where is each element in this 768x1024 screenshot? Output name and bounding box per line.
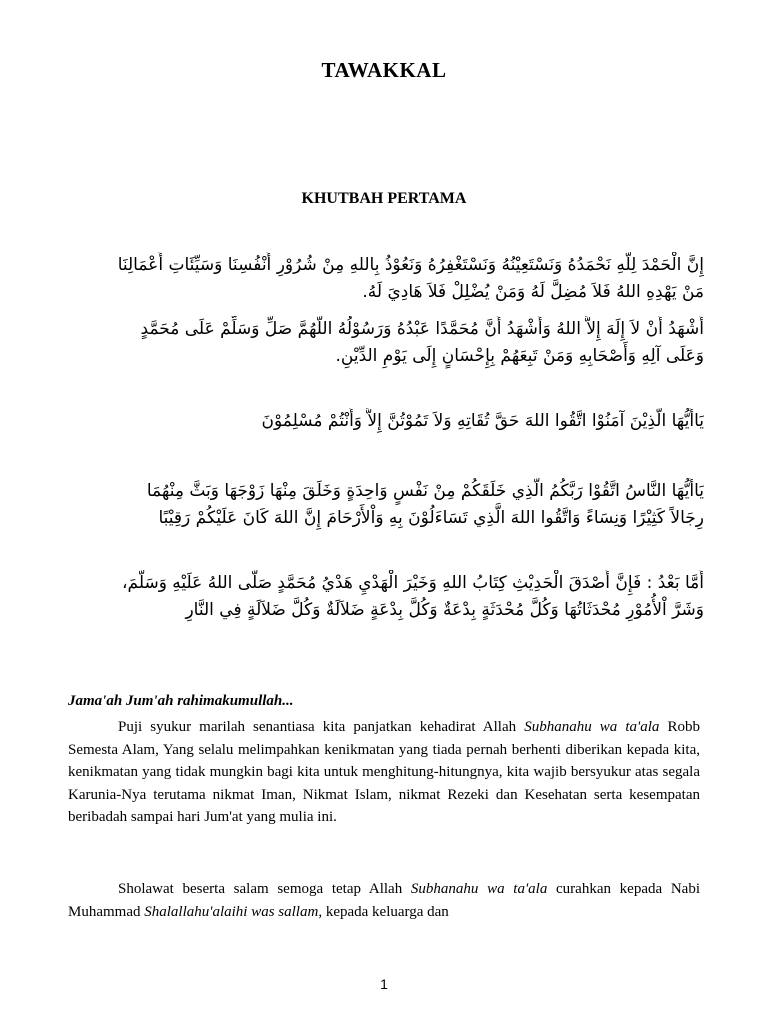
arabic-line: يَاأَيُّهَا النَّاسُ اتَّقُوْا رَبَّكُمُ الَّذِي خَلَقَكُمْ مِنْ نَفْسٍ وَاحِدَةٍ وَخَلَقَ مِنْهَا زَوْجَهَا وَبَثَّ مِنْهُمَا [146,481,704,501]
page-title: TAWAKKAL [321,58,447,82]
paragraph-text: curahkan kepada Nabi Muhammad [68,881,700,920]
paragraph-praise [68,716,700,829]
arabic-verse-imran [100,408,704,435]
arabic-line: أَشْهَدُ أَنْ لاَ إِلَهَ إِلاَّ اللهُ وَأَشْهَدُ أَنَّ مُحَمَّدًا عَبْدُهُ وَرَسُوْلُهُ اللَّهُمَّ صَلِّ وَسَلِّمْ عَلَى مُحَمَّدٍ [140,319,704,339]
arabic-verse-nisa [100,478,704,532]
page-number: 1 [380,976,388,992]
arabic-line: رِجَالاً كَثِيْرًا وَنِسَاءً وَاتَّقُوا اللهَ الَّذِي تَسَاءَلُوْنَ بِهِ وَاْلأَرْحَامَ إِنَّ اللهَ كَانَ عَلَيْكُمْ رَقِيْبًا [158,508,704,528]
paragraph-text: Sholawat beserta salam semoga tetap Allah [118,881,411,897]
paragraph-text: Robb Semesta Alam, Yang selalu melimpahkan kenikmatan yang tiada pernah berhenti diberikan kepada kita, kenikmatan yang tidak mungkin bagi kita untuk menghitung-hitungnya, kita wajib bersyukur atas segala Karunia-Nya terutama nikmat Iman, Nikmat Islam, nikmat Rezeki dan Kesehatan serta kesempatan beribadah sampai hari Jum'at yang mulia ini. [68,719,700,825]
salutation: Jama'ah Jum'ah rahimakumullah... [68,693,294,709]
paragraph-text: , kepada keluarga dan [318,903,449,920]
italic-term: Shalallahu'alaihi was sallam [144,903,319,920]
arabic-line: إِنَّ الْحَمْدَ لِلَّهِ نَحْمَدُهُ وَنَسْتَعِيْنُهُ وَنَسْتَغْفِرُهُ وَنَعُوْذُ بِاللهِ مِنْ شُرُوْرِ أَنْفُسِنَا وَسَيِّئَاتِ أَعْمَالِنَا [117,255,704,275]
section-heading: KHUTBAH PERTAMA [301,190,467,207]
arabic-opening-praise [100,252,704,306]
arabic-line: أَمَّا بَعْدُ : فَإِنَّ أَصْدَقَ الْحَدِيْثِ كِتَابُ اللهِ وَخَيْرَ الْهَدْيِ هَدْيُ مُحَمَّدٍ صَلَّى اللهُ عَلَيْهِ وَسَلَّمَ، [122,573,704,593]
arabic-line: مَنْ يَهْدِهِ اللهُ فَلاَ مُضِلَّ لَهُ وَمَنْ يُضْلِلْ فَلاَ هَادِيَ لَهُ. [362,282,704,302]
arabic-shahada [100,316,704,370]
italic-term: Subhanahu wa ta'ala [524,719,660,735]
italic-term: Subhanahu wa ta'ala [410,881,548,897]
arabic-amma-badu [100,570,704,624]
paragraph-sholawat [68,878,700,923]
arabic-line: يَاأَيُّهَا الَّذِيْنَ آمَنُوْا اتَّقُوا اللهَ حَقَّ تُقَاتِهِ وَلاَ تَمُوْتُنَّ إِلاَّ وَأَنْتُمْ مُسْلِمُوْنَ [261,411,704,431]
paragraph-text: Puji syukur marilah senantiasa kita panjatkan kehadirat Allah [118,719,525,735]
arabic-line: وَعَلَى آلِهِ وَأَصْحَابِهِ وَمَنْ تَبِعَهُمْ بِإِحْسَانٍ إِلَى يَوْمِ الدِّيْنِ. [335,346,704,366]
arabic-line: وَشَرَّ اْلأُمُوْرِ مُحْدَثَاتُهَا وَكُلَّ مُحْدَثَةٍ بِدْعَةٌ وَكُلَّ بِدْعَةٍ ضَلاَلَةٌ وَكُلَّ ضَلاَلَةٍ فِي النَّارِ [185,600,704,620]
